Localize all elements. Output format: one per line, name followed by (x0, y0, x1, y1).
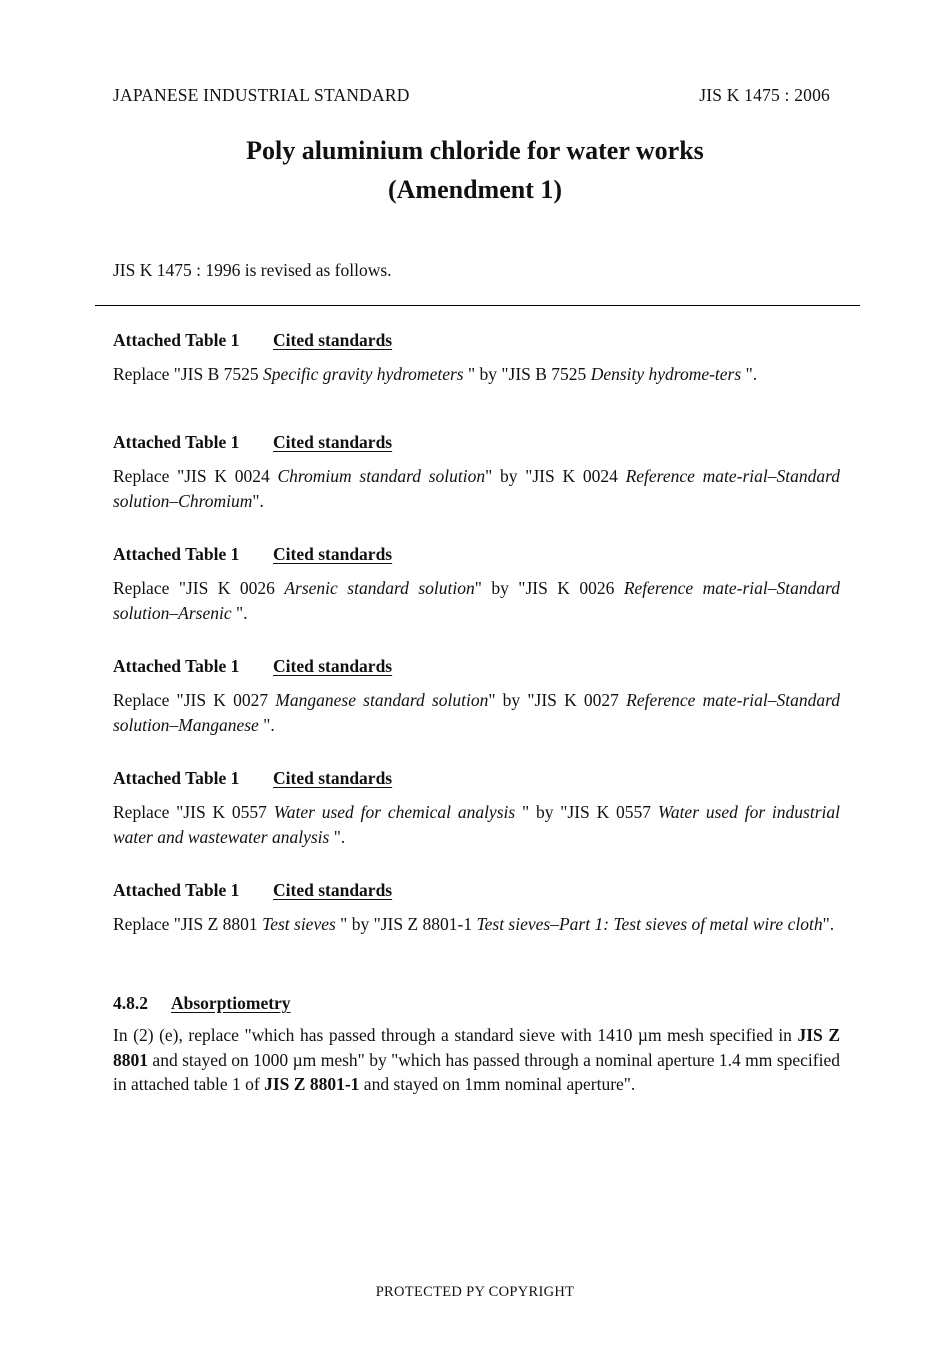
section-label: Attached Table 1 (113, 544, 240, 564)
section-body (113, 800, 840, 849)
body-text: ". (258, 714, 275, 735)
section-title: Cited standards (273, 768, 393, 788)
body-text: and stayed on 1mm nominal aperture". (359, 1074, 636, 1094)
body-text: In (2) (e), replace "which has passed through a standard sieve with 1410 µm mesh specified in (113, 1025, 798, 1045)
section-body (113, 576, 840, 625)
header-standard-number: JIS K 1475 : 2006 (699, 85, 830, 105)
standard-reference: JIS Z 8801-1 (264, 1074, 360, 1094)
section-body (113, 362, 840, 387)
section-heading (113, 544, 392, 565)
clause-title: Absorptiometry (171, 993, 291, 1013)
body-text: " by "JIS K 0024 (485, 466, 626, 486)
section-body (113, 912, 840, 937)
clause-number: 4.8.2 (113, 993, 148, 1013)
clause-heading (113, 993, 291, 1014)
body-text: Replace "JIS K 0026 (113, 578, 285, 598)
section-body (113, 464, 840, 513)
new-standard-title: Density hydrome-ters (590, 364, 742, 384)
section-body (113, 688, 840, 737)
new-standard-title: Reference mate-rial–Standard solution–Arsenic (113, 578, 841, 623)
section-heading (113, 768, 392, 789)
section-title: Cited standards (273, 656, 393, 676)
new-standard-title: Reference mate-rial–Standard solution–Chromium (113, 466, 841, 511)
page-subtitle: (Amendment 1) (387, 175, 563, 204)
standard-reference: JIS Z 8801 (113, 1025, 840, 1070)
page-title: Poly aluminium chloride for water works (246, 136, 704, 165)
copyright-footer: PROTECTED PY COPYRIGHT (375, 1284, 575, 1300)
new-standard-title: Water used for industrial water and wastewater analysis (113, 802, 841, 847)
body-text: " by "JIS K 0557 (515, 802, 658, 822)
section-label: Attached Table 1 (113, 880, 240, 900)
old-standard-title: Arsenic standard solution (284, 578, 475, 598)
section-title: Cited standards (273, 432, 393, 452)
body-text: Replace "JIS K 0024 (113, 466, 278, 486)
clause-body (113, 1023, 840, 1097)
body-text: " by "JIS K 0026 (474, 578, 624, 598)
section-label: Attached Table 1 (113, 330, 240, 350)
body-text: ". (741, 364, 758, 384)
intro-text: JIS K 1475 : 1996 is revised as follows. (113, 260, 392, 280)
body-text: ". (329, 826, 346, 847)
body-text: " by "JIS K 0027 (488, 690, 627, 710)
section-title: Cited standards (273, 330, 393, 350)
old-standard-title: Manganese standard solution (275, 690, 489, 710)
body-text: and stayed on 1000 µm mesh" by "which has passed through a nominal aperture 1.4 mm specified in attached table 1 of (113, 1049, 840, 1094)
body-text: ". (822, 914, 835, 934)
body-text: Replace "JIS K 0027 (113, 690, 276, 710)
section-heading (113, 432, 392, 453)
old-standard-title: Test sieves (262, 914, 336, 934)
section-label: Attached Table 1 (113, 656, 240, 676)
section-label: Attached Table 1 (113, 768, 240, 788)
body-text: ". (252, 490, 264, 511)
body-text: " by "JIS Z 8801-1 (335, 914, 477, 934)
section-label: Attached Table 1 (113, 432, 240, 452)
section-heading (113, 880, 392, 901)
section-heading (113, 656, 392, 677)
body-text: Replace "JIS Z 8801 (113, 914, 263, 934)
section-title: Cited standards (273, 544, 393, 564)
divider (95, 305, 860, 306)
header-standard-label: JAPANESE INDUSTRIAL STANDARD (113, 85, 410, 105)
new-standard-title: Test sieves–Part 1: Test sieves of metal wire cloth (476, 914, 823, 934)
new-standard-title: Reference mate-rial–Standard solution–Manganese (113, 690, 841, 735)
body-text: Replace "JIS B 7525 (113, 364, 264, 384)
section-heading (113, 330, 392, 351)
old-standard-title: Water used for chemical analysis (273, 802, 516, 822)
body-text: ". (231, 602, 248, 623)
old-standard-title: Chromium standard solution (277, 466, 486, 486)
body-text: Replace "JIS K 0557 (113, 802, 274, 822)
old-standard-title: Specific gravity hydrometers (263, 364, 464, 384)
body-text: " by "JIS B 7525 (463, 364, 591, 384)
section-title: Cited standards (273, 880, 393, 900)
